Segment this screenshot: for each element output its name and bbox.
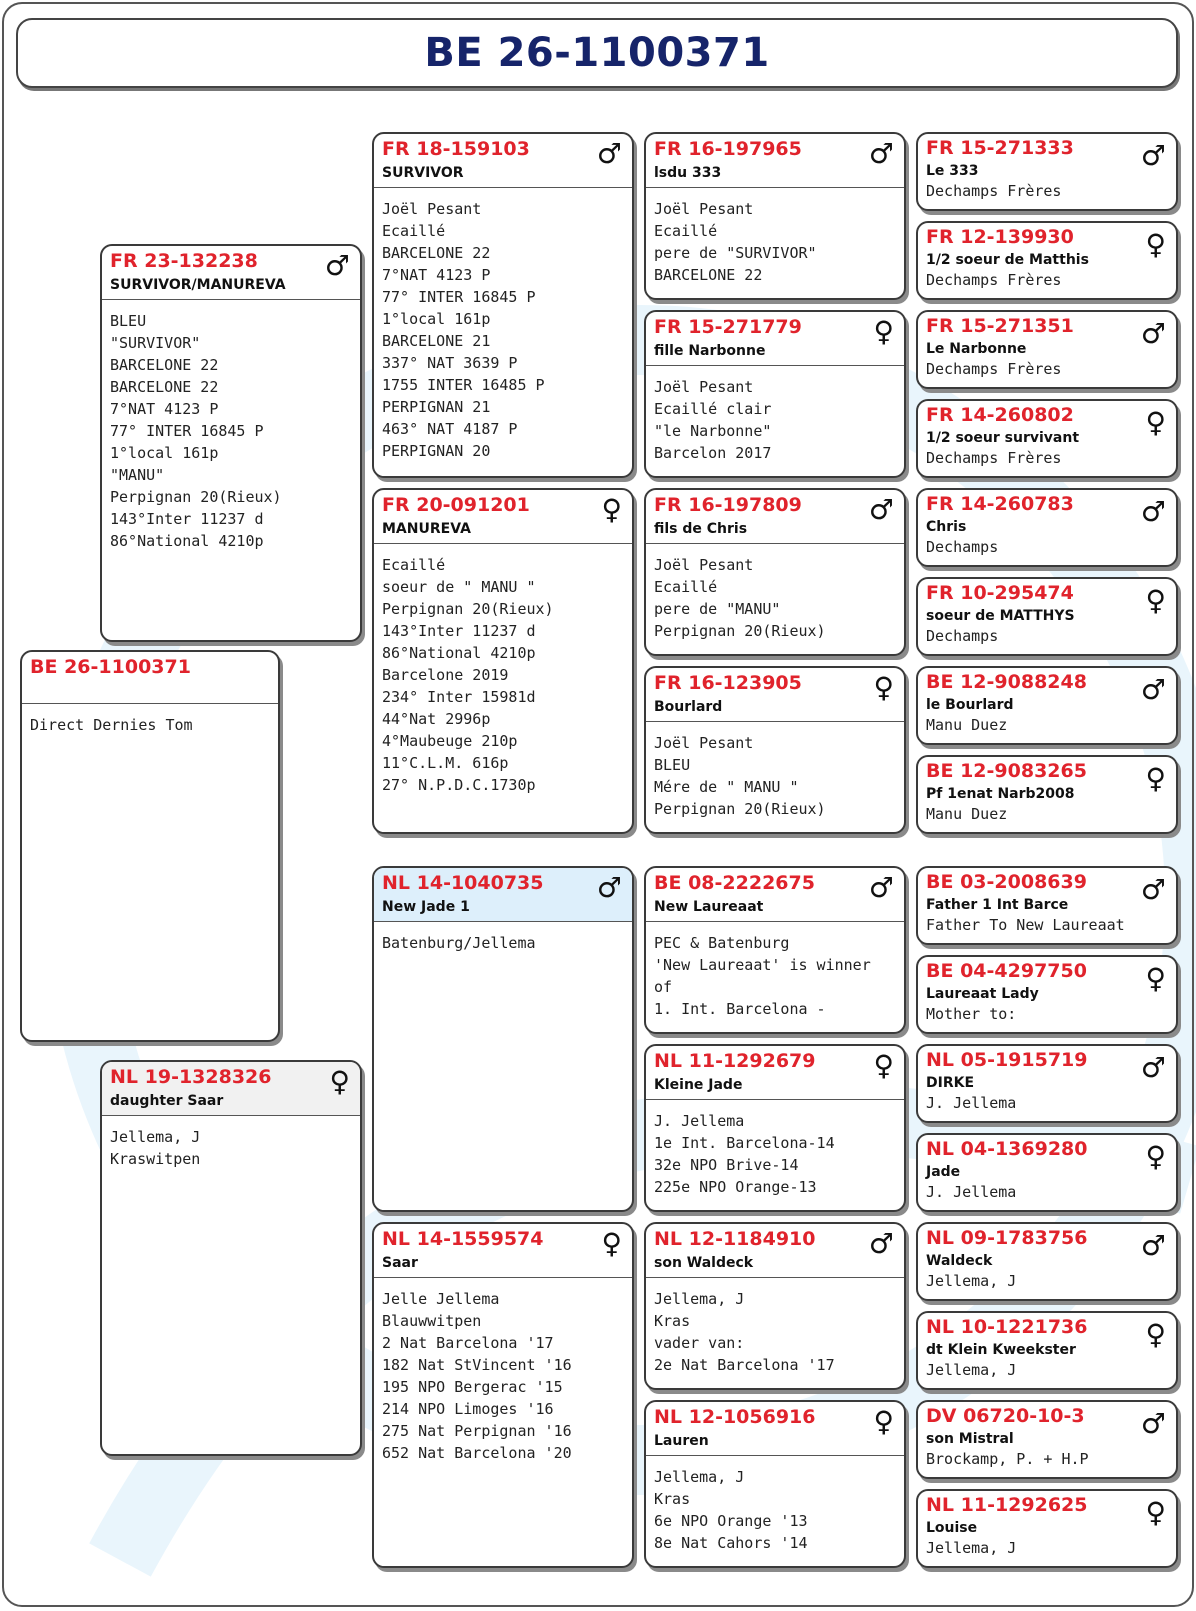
ring-number: FR 15-271333 <box>926 137 1074 159</box>
pigeon-card <box>916 577 1178 656</box>
card-details <box>646 722 904 820</box>
pigeon-name: Bourlard <box>654 699 723 715</box>
detail-line: BARCELONE 22 <box>110 356 219 374</box>
detail-line: Manu Duez <box>926 716 1008 734</box>
pigeon-card <box>372 132 634 478</box>
detail-line: BLEU <box>110 312 147 330</box>
pigeon-name: Laureaat Lady <box>926 986 1039 1002</box>
pigeon-name: Louise <box>926 1520 978 1536</box>
card-header <box>102 246 360 300</box>
card-details <box>102 1116 360 1170</box>
card-details <box>918 915 1133 935</box>
pigeon-card <box>100 244 362 642</box>
detail-line: Kraswitpen <box>110 1150 201 1168</box>
card-header <box>646 1224 904 1278</box>
pigeon-name: Pf 1enat Narb2008 <box>926 786 1075 802</box>
detail-line: Jellema, J <box>926 1539 1017 1557</box>
detail-line: "MANU" <box>110 466 165 484</box>
ring-number: FR 15-271351 <box>926 315 1074 337</box>
pigeon-card <box>372 866 634 1212</box>
ring-number: NL 11-1292625 <box>926 1494 1088 1516</box>
detail-line: "le Narbonne" <box>654 422 772 440</box>
detail-line: Manu Duez <box>926 805 1008 823</box>
pigeon-card <box>916 1133 1178 1212</box>
ring-number: BE 12-9088248 <box>926 671 1087 693</box>
pigeon-name: Le 333 <box>926 163 979 179</box>
detail-line: 86°National 4210p <box>110 532 264 550</box>
detail-line: PERPIGNAN 20 <box>382 442 491 460</box>
pigeon-card <box>916 221 1178 300</box>
card-details <box>374 188 632 462</box>
pigeon-name: Lauren <box>654 1433 709 1449</box>
male-icon: ♂ <box>868 1227 894 1260</box>
female-icon: ♀ <box>1145 584 1166 617</box>
pigeon-card <box>916 666 1178 745</box>
card-details <box>22 704 278 736</box>
detail-line: Jellema, J <box>926 1361 1017 1379</box>
detail-line: Ecaillé <box>382 556 446 574</box>
detail-line: Dechamps Frères <box>926 449 1062 467</box>
pigeon-name: Father 1 Int Barce <box>926 897 1069 913</box>
female-icon: ♀ <box>873 671 894 704</box>
card-details <box>102 300 360 552</box>
detail-line: 337° NAT 3639 P <box>382 354 518 372</box>
detail-line: 4°Maubeuge 210p <box>382 732 518 750</box>
detail-line: BARCELONE 22 <box>110 378 219 396</box>
male-icon: ♂ <box>324 249 350 282</box>
detail-line: 11°C.L.M. 616p <box>382 754 509 772</box>
male-icon: ♂ <box>1140 1051 1166 1084</box>
detail-line: Ecaillé clair <box>654 400 772 418</box>
ring-number: FR 15-271779 <box>654 316 802 338</box>
pigeon-name: Waldeck <box>926 1253 993 1269</box>
detail-line: Barcelon 2017 <box>654 444 772 462</box>
pigeon-name: MANUREVA <box>382 521 471 537</box>
ring-number: BE 12-9083265 <box>926 760 1087 782</box>
detail-line: Joël Pesant <box>654 734 754 752</box>
pigeon-name: fille Narbonne <box>654 343 766 359</box>
detail-line: Dechamps Frères <box>926 360 1062 378</box>
male-icon: ♂ <box>1140 139 1166 172</box>
card-details <box>646 544 904 642</box>
pigeon-name: Le Narbonne <box>926 341 1027 357</box>
detail-line: 143°Inter 11237 d <box>110 510 264 528</box>
male-icon: ♂ <box>868 137 894 170</box>
detail-line: 275 Nat Perpignan '16 <box>382 1422 572 1440</box>
detail-line: 77° INTER 16845 P <box>382 288 536 306</box>
pigeon-name: Saar <box>382 1255 418 1271</box>
ring-number: NL 12-1056916 <box>654 1406 816 1428</box>
pigeon-card <box>372 488 634 834</box>
card-details <box>374 544 632 796</box>
ring-number: FR 16-197965 <box>654 138 802 160</box>
female-icon: ♀ <box>1145 1496 1166 1529</box>
detail-line: Mother to: <box>926 1005 1017 1023</box>
detail-line: 1e Int. Barcelona-14 <box>654 1134 835 1152</box>
detail-line: Barcelone 2019 <box>382 666 509 684</box>
detail-line: Batenburg/Jellema <box>382 934 536 952</box>
pigeon-card <box>916 1222 1178 1301</box>
pigeon-card <box>644 1400 906 1568</box>
female-icon: ♀ <box>1145 962 1166 995</box>
detail-line: 143°Inter 11237 d <box>382 622 536 640</box>
ring-number: NL 19-1328326 <box>110 1066 272 1088</box>
pigeon-card <box>916 1400 1178 1479</box>
female-icon: ♀ <box>873 1405 894 1438</box>
ring-number: FR 14-260783 <box>926 493 1074 515</box>
ring-number: FR 16-123905 <box>654 672 802 694</box>
detail-line: BARCELONE 21 <box>382 332 491 350</box>
card-details <box>646 188 904 286</box>
pigeon-card <box>916 955 1178 1034</box>
detail-line: 7°NAT 4123 P <box>110 400 219 418</box>
pigeon-name: le Bourlard <box>926 697 1014 713</box>
female-icon: ♀ <box>1145 1318 1166 1351</box>
detail-line: BARCELONE 22 <box>654 266 763 284</box>
detail-line: J. Jellema <box>926 1094 1017 1112</box>
pigeon-name: 1/2 soeur survivant <box>926 430 1080 446</box>
detail-line: 86°National 4210p <box>382 644 536 662</box>
male-icon: ♂ <box>596 871 622 904</box>
detail-line: Jellema, J <box>110 1128 201 1146</box>
pigeon-card <box>644 488 906 656</box>
card-details <box>918 448 1069 468</box>
ring-number: BE 03-2008639 <box>926 871 1087 893</box>
title-banner <box>16 18 1178 88</box>
pigeon-card <box>372 1222 634 1568</box>
female-icon: ♀ <box>601 493 622 526</box>
ring-number: FR 18-159103 <box>382 138 530 160</box>
detail-line: Blauwwitpen <box>382 1312 482 1330</box>
detail-line: 27° N.P.D.C.1730p <box>382 776 536 794</box>
pigeon-name: Kleine Jade <box>654 1077 743 1093</box>
male-icon: ♂ <box>1140 317 1166 350</box>
ring-number: NL 09-1783756 <box>926 1227 1088 1249</box>
female-icon: ♀ <box>1145 406 1166 439</box>
male-icon: ♂ <box>1140 1407 1166 1440</box>
female-icon: ♀ <box>601 1227 622 1260</box>
detail-line: vader van: <box>654 1334 745 1352</box>
ring-number: BE 04-4297750 <box>926 960 1087 982</box>
detail-line: 32e NPO Brive-14 <box>654 1156 799 1174</box>
card-header <box>646 490 904 544</box>
detail-line: Ecaillé <box>654 222 718 240</box>
detail-line: 214 NPO Limoges '16 <box>382 1400 554 1418</box>
pigeon-name: son Mistral <box>926 1431 1014 1447</box>
detail-line: pere de "MANU" <box>654 600 781 618</box>
pigeon-card <box>644 1044 906 1212</box>
pigeon-card <box>916 399 1178 478</box>
pigeon-name: SURVIVOR <box>382 165 464 181</box>
detail-line: PEC & Batenburg <box>654 934 790 952</box>
detail-line: J. Jellema <box>654 1112 745 1130</box>
detail-line: J. Jellema <box>926 1183 1017 1201</box>
detail-line: Jellema, J <box>926 1272 1017 1290</box>
pigeon-card <box>644 866 906 1034</box>
detail-line: Ecaillé <box>382 222 446 240</box>
card-details <box>918 270 1069 290</box>
female-icon: ♀ <box>1145 1140 1166 1173</box>
male-icon: ♂ <box>868 493 894 526</box>
male-icon: ♂ <box>1140 673 1166 706</box>
card-details <box>646 922 904 1020</box>
detail-line: Dechamps Frères <box>926 271 1062 289</box>
male-icon: ♂ <box>596 137 622 170</box>
detail-line: 1755 INTER 16485 P <box>382 376 545 394</box>
detail-line: 7°NAT 4123 P <box>382 266 491 284</box>
pigeon-card <box>916 1311 1178 1390</box>
card-details <box>918 181 1069 201</box>
detail-line: Joël Pesant <box>654 200 754 218</box>
detail-line: 'New Laureaat' is winner <box>654 956 871 974</box>
detail-line: 44°Nat 2996p <box>382 710 491 728</box>
pigeon-name: New Jade 1 <box>382 899 470 915</box>
ring-number: BE 26-1100371 <box>30 656 191 678</box>
card-details <box>646 1100 904 1198</box>
card-header <box>646 868 904 922</box>
card-header <box>374 1224 632 1278</box>
pigeon-name: New Laureaat <box>654 899 764 915</box>
detail-line: 6e NPO Orange '13 <box>654 1512 808 1530</box>
detail-line: BLEU <box>654 756 691 774</box>
detail-line: Father To New Laureaat <box>926 916 1125 934</box>
ring-number: FR 20-091201 <box>382 494 530 516</box>
female-icon: ♀ <box>873 1049 894 1082</box>
male-icon: ♂ <box>1140 873 1166 906</box>
card-details <box>918 537 1006 557</box>
ring-number: FR 23-132238 <box>110 250 258 272</box>
male-icon: ♂ <box>868 871 894 904</box>
card-header <box>22 652 278 704</box>
detail-line: Jellema, J <box>654 1290 745 1308</box>
detail-line: "SURVIVOR" <box>110 334 201 352</box>
pigeon-card <box>916 1044 1178 1123</box>
card-header <box>646 1402 904 1456</box>
card-details <box>918 1449 1097 1469</box>
ring-number: NL 10-1221736 <box>926 1316 1088 1338</box>
pigeon-card <box>916 310 1178 389</box>
pigeon-name: DIRKE <box>926 1075 975 1091</box>
pigeon-card <box>644 132 906 300</box>
detail-line: Ecaillé <box>654 578 718 596</box>
detail-line: Brockamp, P. + H.P <box>926 1450 1089 1468</box>
pigeon-card <box>916 866 1178 945</box>
detail-line: 1. Int. Barcelona - <box>654 1000 826 1018</box>
female-icon: ♀ <box>873 315 894 348</box>
pigeon-name: son Waldeck <box>654 1255 754 1271</box>
ring-number: FR 12-139930 <box>926 226 1074 248</box>
card-details <box>646 1278 904 1376</box>
detail-line: 8e Nat Cahors '14 <box>654 1534 808 1552</box>
detail-line: Dechamps Frères <box>926 182 1062 200</box>
detail-line: 463° NAT 4187 P <box>382 420 518 438</box>
ring-number: NL 04-1369280 <box>926 1138 1088 1160</box>
detail-line: Joël Pesant <box>654 556 754 574</box>
card-details <box>918 1004 1024 1024</box>
detail-line: of <box>654 978 673 996</box>
detail-line: Jellema, J <box>654 1468 745 1486</box>
pigeon-name: SURVIVOR/MANUREVA <box>110 277 286 293</box>
card-details <box>918 626 1006 646</box>
pigeon-card <box>20 650 280 1042</box>
card-details <box>918 715 1015 735</box>
ring-number: NL 14-1040735 <box>382 872 544 894</box>
detail-line: soeur de " MANU " <box>382 578 536 596</box>
detail-line: 195 NPO Bergerac '15 <box>382 1378 563 1396</box>
pigeon-card <box>916 132 1178 211</box>
detail-line: BARCELONE 22 <box>382 244 491 262</box>
card-header <box>646 668 904 722</box>
ring-number: NL 14-1559574 <box>382 1228 544 1250</box>
ring-number: DV 06720-10-3 <box>926 1405 1085 1427</box>
detail-line: 182 Nat StVincent '16 <box>382 1356 572 1374</box>
pigeon-name: dt Klein Kweekster <box>926 1342 1076 1358</box>
female-icon: ♀ <box>1145 228 1166 261</box>
ring-number: FR 16-197809 <box>654 494 802 516</box>
detail-line: 77° INTER 16845 P <box>110 422 264 440</box>
female-icon: ♀ <box>329 1065 350 1098</box>
detail-line: Perpignan 20(Rieux) <box>110 488 282 506</box>
card-header <box>646 312 904 366</box>
card-header <box>374 134 632 188</box>
male-icon: ♂ <box>1140 1229 1166 1262</box>
pigeon-card <box>644 666 906 834</box>
card-header <box>374 490 632 544</box>
card-details <box>918 1360 1024 1380</box>
card-header <box>374 868 632 922</box>
pigeon-card <box>916 755 1178 834</box>
ring-number: BE 08-2222675 <box>654 872 815 894</box>
card-header <box>646 134 904 188</box>
detail-line: 225e NPO Orange-13 <box>654 1178 817 1196</box>
detail-line: Joël Pesant <box>654 378 754 396</box>
detail-line: Kras <box>654 1312 691 1330</box>
ring-number: NL 12-1184910 <box>654 1228 816 1250</box>
detail-line: 1°local 161p <box>382 310 491 328</box>
detail-line: Mére de " MANU " <box>654 778 799 796</box>
pigeon-card <box>644 310 906 478</box>
detail-line: 2e Nat Barcelona '17 <box>654 1356 835 1374</box>
detail-line: pere de "SURVIVOR" <box>654 244 817 262</box>
pigeon-name: Chris <box>926 519 967 535</box>
female-icon: ♀ <box>1145 762 1166 795</box>
card-details <box>918 1182 1024 1202</box>
ring-number: FR 14-260802 <box>926 404 1074 426</box>
card-details <box>918 1271 1024 1291</box>
pigeon-card <box>916 488 1178 567</box>
pigeon-name: lsdu 333 <box>654 165 722 181</box>
detail-line: Dechamps <box>926 627 999 645</box>
detail-line: Perpignan 20(Rieux) <box>654 622 826 640</box>
detail-line: Kras <box>654 1490 691 1508</box>
card-details <box>646 366 904 464</box>
card-header <box>102 1062 360 1116</box>
detail-line: 234° Inter 15981d <box>382 688 536 706</box>
card-details <box>374 922 632 954</box>
pigeon-card <box>916 1489 1178 1568</box>
pigeon-name: Jade <box>926 1164 961 1180</box>
card-details <box>918 1538 1024 1558</box>
card-details <box>918 804 1015 824</box>
ring-number: NL 05-1915719 <box>926 1049 1088 1071</box>
detail-line: 1°local 161p <box>110 444 219 462</box>
detail-line: Direct Dernies Tom <box>30 716 193 734</box>
card-details <box>646 1456 904 1554</box>
detail-line: Perpignan 20(Rieux) <box>382 600 554 618</box>
card-header <box>646 1046 904 1100</box>
detail-line: Dechamps <box>926 538 999 556</box>
ring-number: FR 10-295474 <box>926 582 1074 604</box>
male-icon: ♂ <box>1140 495 1166 528</box>
pigeon-name: soeur de MATTHYS <box>926 608 1075 624</box>
pigeon-card <box>644 1222 906 1390</box>
detail-line: Jelle Jellema <box>382 1290 500 1308</box>
ring-number: NL 11-1292679 <box>654 1050 816 1072</box>
pigeon-name: 1/2 soeur de Matthis <box>926 252 1089 268</box>
page-title: BE 26-1100371 <box>424 30 770 76</box>
card-details <box>918 1093 1024 1113</box>
pigeon-name: daughter Saar <box>110 1093 224 1109</box>
card-details <box>918 359 1069 379</box>
detail-line: Joël Pesant <box>382 200 482 218</box>
pigeon-card <box>100 1060 362 1456</box>
detail-line: PERPIGNAN 21 <box>382 398 491 416</box>
pigeon-name: fils de Chris <box>654 521 748 537</box>
detail-line: 2 Nat Barcelona '17 <box>382 1334 554 1352</box>
card-details <box>374 1278 632 1464</box>
detail-line: 652 Nat Barcelona '20 <box>382 1444 572 1462</box>
detail-line: Perpignan 20(Rieux) <box>654 800 826 818</box>
